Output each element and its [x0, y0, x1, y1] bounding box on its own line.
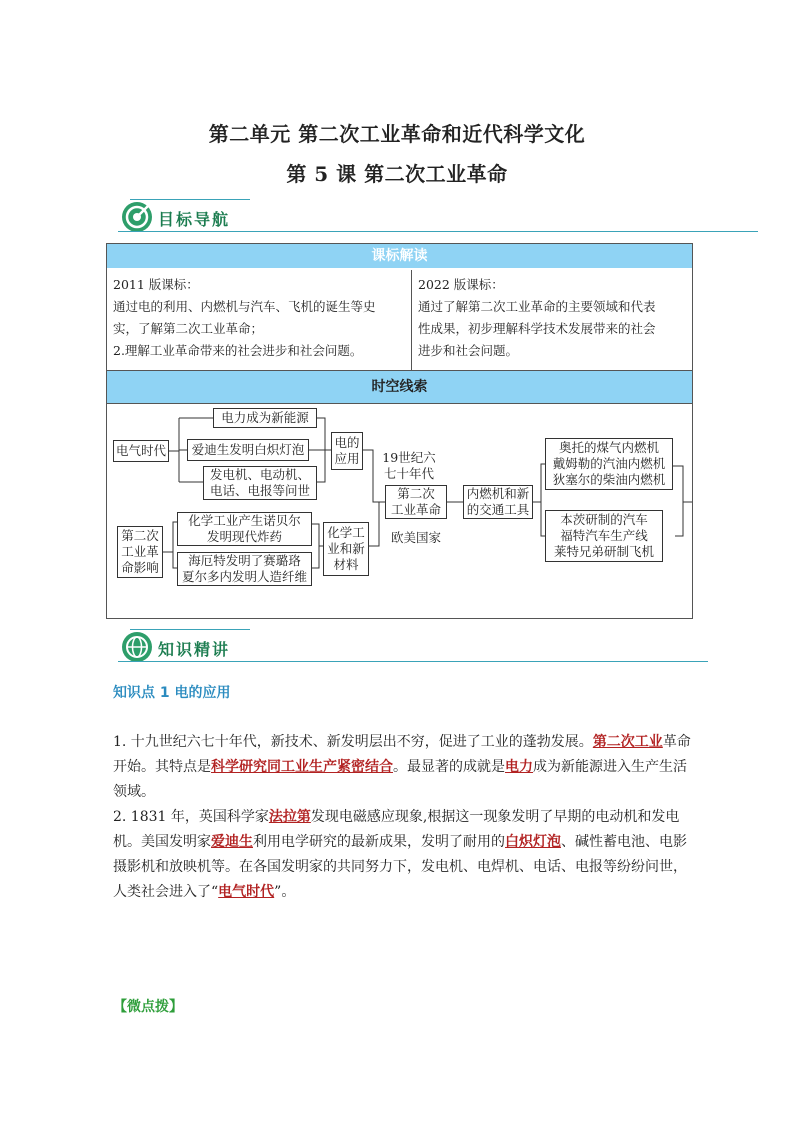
chem-line: 业和新	[327, 541, 365, 556]
globe-icon	[122, 632, 152, 662]
engine-node	[463, 485, 533, 519]
answer-blank: 电气时代	[218, 884, 275, 900]
chem-item-node	[177, 552, 312, 586]
engine-line: 内燃机和新	[466, 486, 530, 501]
text-run: ”。	[274, 884, 296, 900]
engine-line: 的交通工具	[466, 502, 530, 517]
center-line: 工业革命	[390, 502, 441, 517]
impact-line: 第二次	[121, 528, 159, 543]
elec-item-line: 发电机、电动机、	[209, 467, 310, 482]
section-header-knowledge	[118, 628, 708, 668]
chem-item-line: 夏尔多内发明人造纤维	[181, 569, 307, 584]
elec-app-line: 电的	[334, 435, 360, 450]
answer-blank: 科学研究同工业生产紧密结合	[211, 759, 393, 775]
text-run: 利用电学研究的最新成果，发明了耐用的	[253, 834, 505, 850]
standards-timeline-box	[106, 243, 693, 619]
time-label	[377, 450, 441, 482]
answer-blank: 电力	[505, 759, 533, 775]
text-run: 1. 十九世纪六七十年代，新技术、新发明层出不穷，促进了工业的蓬勃发展。	[113, 734, 593, 750]
target-arrow-icon	[122, 202, 152, 232]
standard-line: 2.理解工业革命带来的社会进步和社会问题。	[113, 343, 363, 358]
paragraph-1	[113, 730, 693, 805]
engine-item: 戴姆勒的汽油内燃机	[552, 456, 666, 471]
engine-items-a	[545, 438, 673, 490]
text-run: 。最显著的成就是	[393, 759, 505, 775]
elec-item-node: 爱迪生发明白炽灯泡	[187, 439, 309, 461]
standard-line: 通过电的利用、内燃机与汽车、飞机的诞生等史	[113, 299, 376, 314]
unit-title: 第二单元 第二次工业革命和近代科学文化	[208, 122, 586, 146]
standards-band: 课标解读	[107, 244, 692, 268]
standard-line: 通过了解第二次工业革命的主要领域和代表	[418, 299, 656, 314]
time-line: 19世纪六	[382, 450, 436, 465]
answer-blank: 爱迪生	[211, 834, 253, 850]
section-label: 目标导航	[158, 210, 231, 229]
impact-line: 工业革	[121, 544, 159, 559]
timeline-band: 时空线索	[107, 370, 692, 404]
text-run: 发现电磁感应现象,根据这一现象发明了早期的电动机和发电机。美国发明家	[113, 809, 680, 850]
answer-blank: 第二次工业	[592, 734, 663, 750]
elec-era-node: 电气时代	[113, 440, 169, 462]
text-run: 、碱性蓄电池、电影摄影机和放映机等。在各国发明家的共同努力下，发电机、电焊机、电话、电报等纷纷问世，人类社会进入了“	[113, 834, 687, 900]
engine-items-b	[545, 510, 663, 562]
lesson-title: 第 5 课 第二次工业革命	[286, 162, 508, 186]
chem-item-node	[177, 512, 312, 546]
chem-item-line: 化学工业产生诺贝尔	[188, 513, 301, 528]
standard-line: 性成果，初步理解科学技术发展带来的社会	[418, 321, 656, 336]
chem-line: 化学工	[327, 525, 365, 540]
standard-heading: 2022 版课标：	[418, 277, 504, 292]
text-run: 成为新能源进入生产生活领域。	[113, 759, 687, 800]
elec-item-node: 电力成为新能源	[213, 408, 317, 428]
text-run: 2. 1831 年，英国科学家	[113, 809, 269, 825]
center-line: 第二次	[397, 486, 435, 501]
impact-line: 命影响	[121, 560, 159, 575]
engine-item: 狄塞尔的柴油内燃机	[552, 472, 666, 487]
impact-node	[117, 526, 163, 578]
elec-item-line: 电话、电报等问世	[209, 483, 310, 498]
chem-item-line: 发明现代炸药	[206, 529, 282, 544]
center-node	[385, 485, 447, 519]
elec-item-node	[203, 466, 317, 500]
paragraph-2	[113, 805, 693, 905]
standard-heading: 2011 版课标：	[113, 277, 199, 292]
chem-item-line: 海厄特发明了赛璐珞	[188, 553, 301, 568]
section-label: 知识精讲	[158, 640, 231, 659]
elec-app-node	[331, 432, 363, 470]
region-label: 欧美国家	[390, 530, 441, 545]
standard-line: 实，了解第二次工业革命；	[113, 321, 264, 336]
chem-line: 材料	[333, 557, 359, 572]
standard-line: 进步和社会问题。	[418, 343, 519, 358]
engine-item: 本茨研制的汽车	[560, 512, 648, 527]
tip-heading: 【微点拨】	[113, 999, 183, 1015]
answer-blank: 白炽灯泡	[505, 834, 561, 850]
answer-blank: 法拉第	[268, 809, 311, 825]
time-line: 七十年代	[383, 466, 434, 481]
section-header-goals	[118, 198, 758, 238]
chem-node	[323, 522, 369, 576]
engine-item: 福特汽车生产线	[560, 528, 648, 543]
elec-app-line: 应用	[334, 451, 360, 466]
text-run: 革命开始。其特点是	[113, 734, 691, 775]
engine-item: 莱特兄弟研制飞机	[553, 544, 654, 559]
engine-item: 奥托的煤气内燃机	[558, 440, 659, 455]
knowledge-point-title: 知识点 1 电的应用	[113, 685, 231, 701]
